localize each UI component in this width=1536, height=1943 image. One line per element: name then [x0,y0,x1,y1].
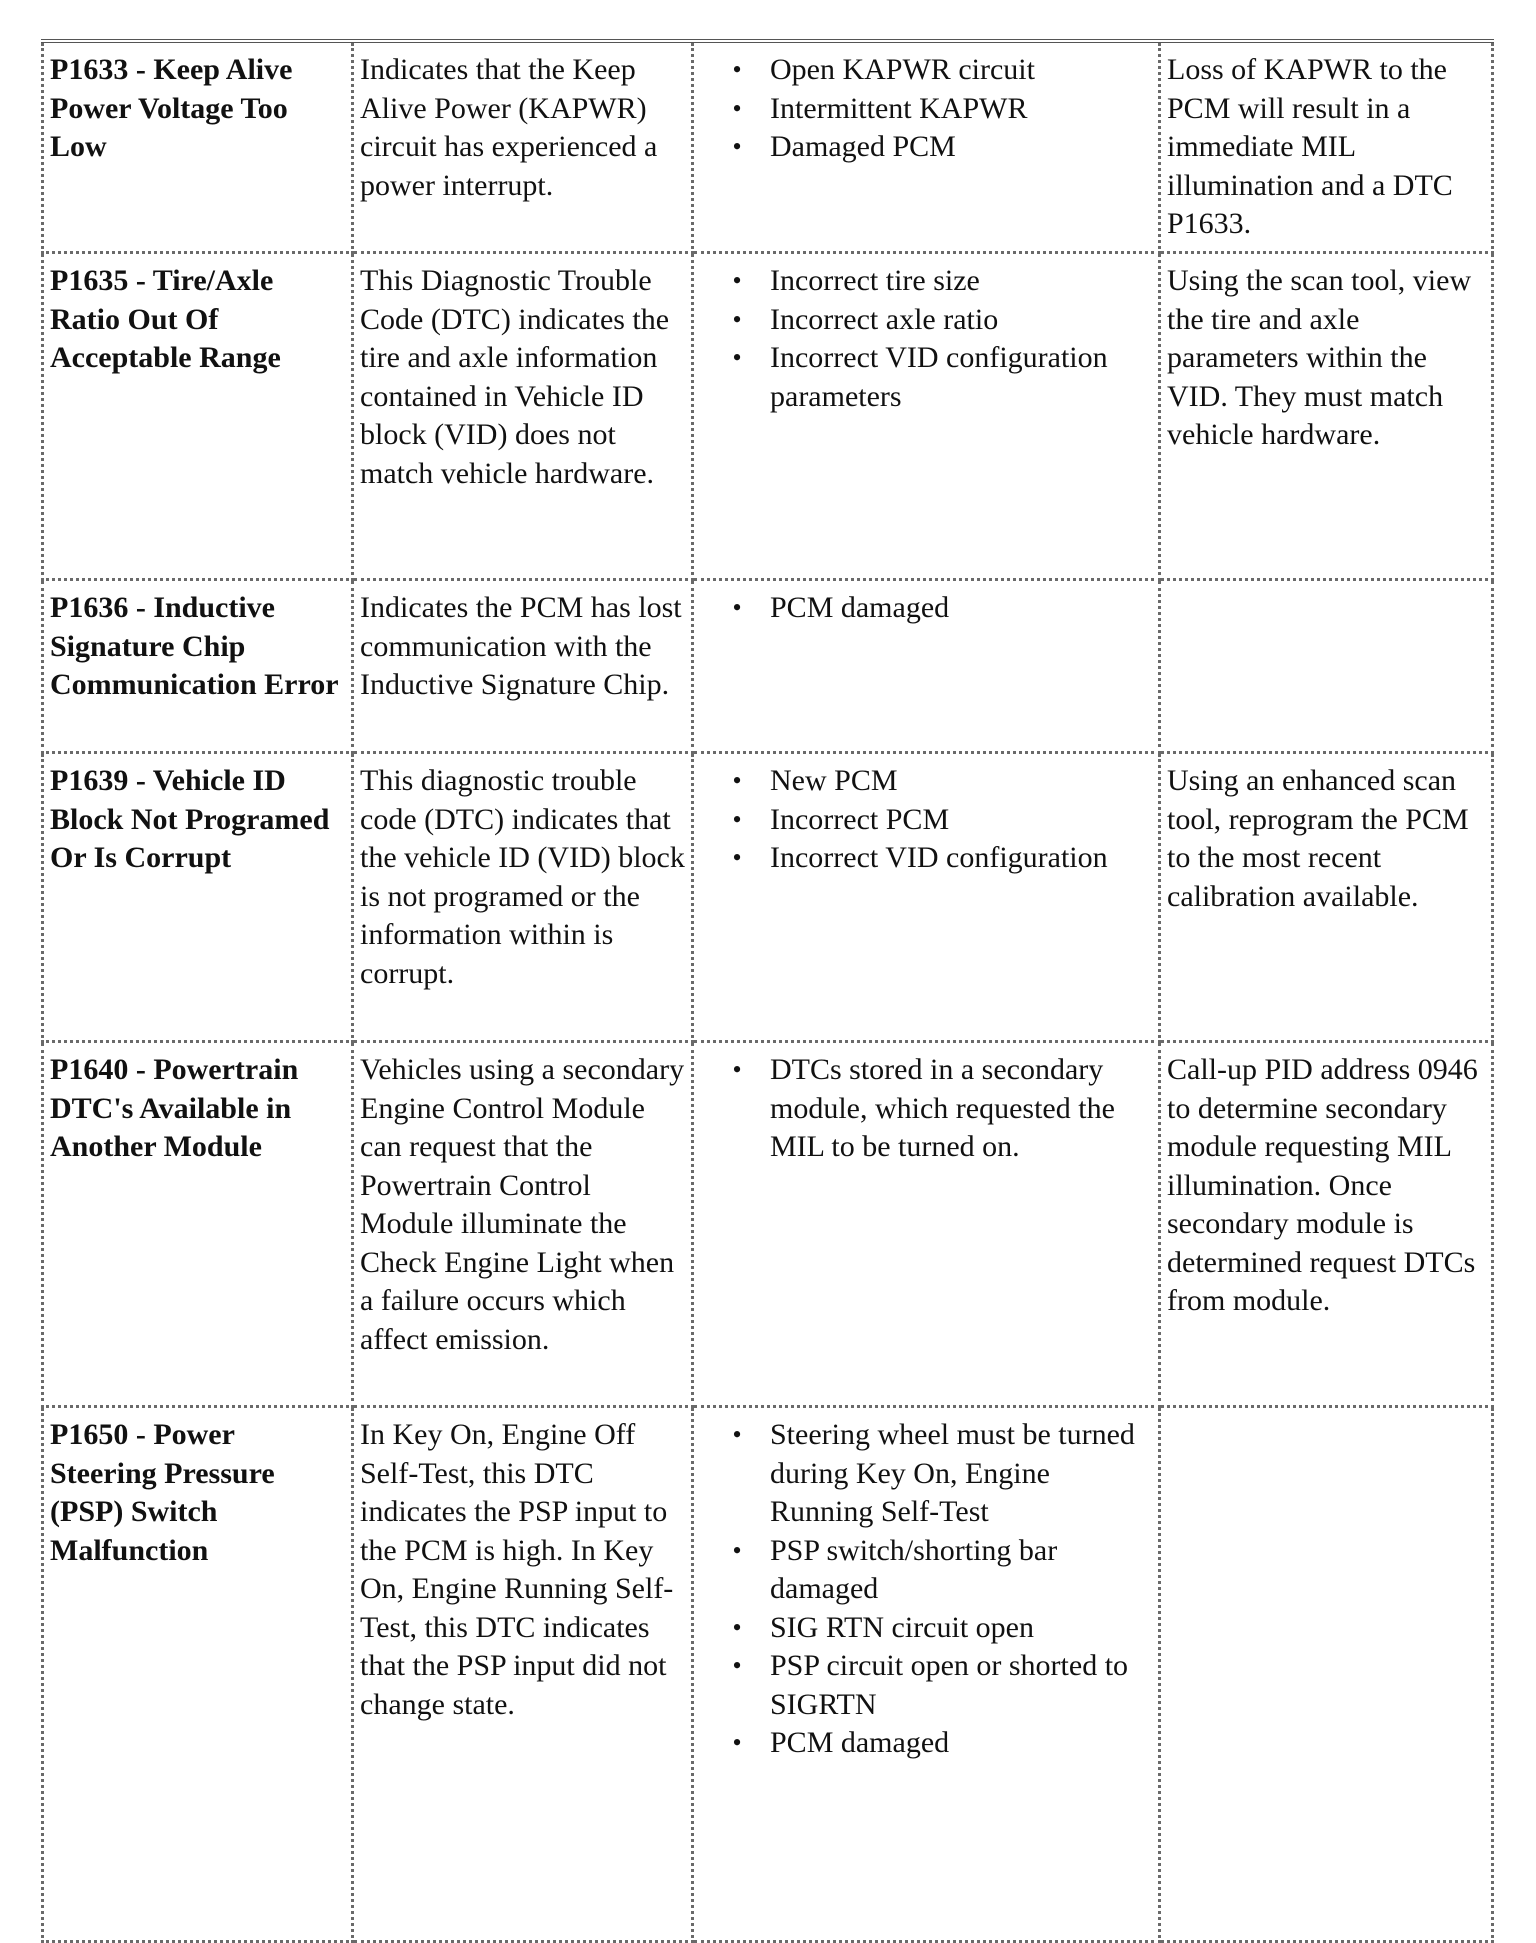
cause-text: New PCM [770,764,898,797]
bullet-icon: • [732,304,742,334]
code-cell [43,753,353,1042]
action-cell [1160,1407,1493,1942]
action-cell [1160,580,1493,753]
cause-text: PCM damaged [770,591,950,624]
dtc-action: Loss of KAPWR to the PCM will result in a immediate MIL illumination and a DTC P1633. [1167,53,1453,240]
causes-cell [693,253,1160,580]
possible-causes-list [700,51,1154,167]
cause-text: PCM damaged [770,1726,950,1759]
dtc-description: Indicates that the Keep Alive Power (KAPWR) circuit has experienced a power interrupt. [360,53,658,202]
dtc-action: Using an enhanced scan tool, reprogram the PCM to the most recent calibration available. [1167,764,1469,913]
cause-text: Incorrect VID configuration parameters [770,341,1108,413]
description-cell [353,753,693,1042]
cause-text: Incorrect axle ratio [770,302,999,336]
causes-cell [693,1407,1160,1942]
dtc-description: Vehicles using a secondary Engine Control Module can request that the Powertrain Control Module illuminate the Check Engine Light when a failure occurs which affect emission. [360,1053,685,1356]
dtc-code-title: P1635 - Tire/Axle Ratio Out Of Acceptable Range [50,264,281,374]
cause-text: PSP circuit open or shorted to SIGRTN [770,1649,1129,1721]
dtc-table-container [41,39,1491,1943]
cause-text: Damaged PCM [770,130,956,163]
list-item [700,301,1154,340]
list-item [700,1724,1154,1763]
list-item [700,1609,1154,1648]
possible-causes-list [700,589,1154,628]
dtc-action: Call-up PID address 0946 to determine secondary module requesting MIL illumination. Once secondary module is determined request DTCs from module. [1167,1053,1478,1317]
code-cell [43,580,353,753]
bullet-icon: • [732,1055,742,1084]
list-item [700,51,1154,90]
causes-cell [693,41,1160,253]
possible-causes-list [700,262,1154,416]
list-item [700,801,1154,840]
list-item [700,762,1154,801]
list-item [700,128,1154,167]
bullet-icon: • [732,593,742,622]
bullet-icon: • [732,804,742,834]
cause-text: PSP switch/shorting bar damaged [770,1533,1058,1605]
dtc-code-title: P1650 - Power Steering Pressure (PSP) Switch Malfunction [50,1418,283,1567]
cause-text: DTCs stored in a secondary module, which requested the MIL to be turned on. [770,1053,1115,1163]
bullet-icon: • [732,843,742,872]
action-cell [1160,753,1493,1042]
table-row [43,580,1493,753]
list-item [700,339,1154,416]
bullet-icon: • [732,766,742,795]
list-item [700,1647,1154,1724]
action-cell [1160,1042,1493,1407]
causes-cell [693,580,1160,753]
table-row [43,1042,1493,1407]
action-cell [1160,253,1493,580]
cause-text: SIG RTN circuit open [770,1610,1034,1644]
bullet-icon: • [732,55,742,84]
cause-text: Intermittent KAPWR [770,91,1028,125]
possible-causes-list [700,762,1154,878]
description-cell [353,41,693,253]
dtc-code-title: P1633 - Keep Alive Power Voltage Too Low [50,53,300,163]
bullet-icon: • [732,343,742,372]
list-item [700,839,1154,878]
list-item [700,262,1154,301]
dtc-code-title: P1636 - Inductive Signature Chip Communication Error [50,591,339,701]
table-row [43,1407,1493,1942]
possible-causes-list [700,1416,1154,1763]
bullet-icon: • [732,266,742,295]
cause-text: Incorrect tire size [770,264,980,297]
bullet-icon: • [732,1612,742,1642]
list-item [700,589,1154,628]
bullet-icon: • [732,1651,742,1680]
bullet-icon: • [732,93,742,123]
code-cell [43,41,353,253]
list-item [700,1532,1154,1609]
list-item [700,90,1154,129]
cause-text: Incorrect VID configuration [770,841,1108,874]
bullet-icon: • [732,1535,742,1565]
description-cell [353,1407,693,1942]
table-row [43,753,1493,1042]
bullet-icon: • [732,1728,742,1757]
dtc-table [41,39,1494,1943]
bullet-icon: • [732,1420,742,1449]
dtc-action: Using the scan tool, view the tire and axle parameters within the VID. They must match vehicle hardware. [1167,264,1472,451]
bullet-icon: • [732,132,742,161]
code-cell [43,1407,353,1942]
possible-causes-list [700,1051,1154,1167]
description-cell [353,1042,693,1407]
dtc-description: Indicates the PCM has lost communication with the Inductive Signature Chip. [360,591,682,701]
list-item [700,1051,1154,1167]
list-item [700,1416,1154,1532]
table-row [43,41,1493,253]
causes-cell [693,1042,1160,1407]
dtc-code-title: P1639 - Vehicle ID Block Not Programed Or Is Corrupt [50,764,337,874]
description-cell [353,253,693,580]
cause-text: Incorrect PCM [770,802,950,836]
table-row [43,253,1493,580]
code-cell [43,253,353,580]
dtc-description: In Key On, Engine Off Self-Test, this DTC indicates the PSP input to the PCM is high. In Key On, Engine Running Self-Test, this DTC indicates that the PSP input did not change state. [360,1418,674,1721]
dtc-description: This Diagnostic Trouble Code (DTC) indicates the tire and axle information contained in Vehicle ID block (VID) does not match vehicle hardware. [360,264,670,490]
description-cell [353,580,693,753]
dtc-code-title: P1640 - Powertrain DTC's Available in Another Module [50,1053,306,1163]
dtc-description: This diagnostic trouble code (DTC) indicates that the vehicle ID (VID) block is not programed or the information within is corrupt. [360,764,685,990]
action-cell [1160,41,1493,253]
cause-text: Open KAPWR circuit [770,53,1035,86]
code-cell [43,1042,353,1407]
causes-cell [693,753,1160,1042]
cause-text: Steering wheel must be turned during Key On, Engine Running Self-Test [770,1418,1135,1528]
